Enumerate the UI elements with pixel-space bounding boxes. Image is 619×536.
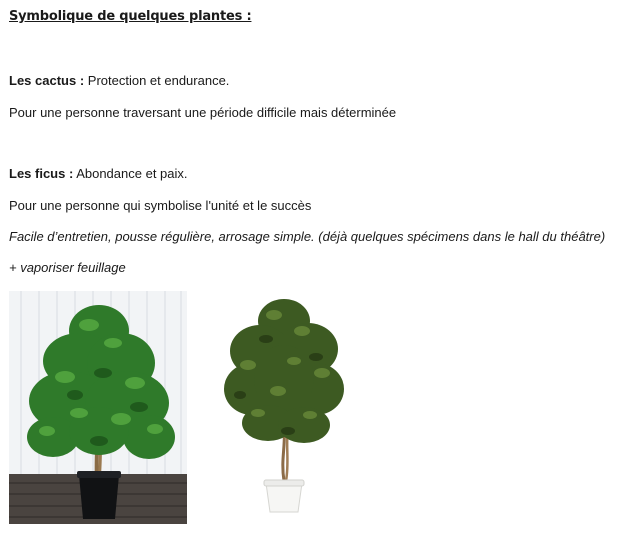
cactus-meaning: Protection et endurance.: [84, 73, 230, 88]
ficus-label: Les ficus :: [9, 166, 74, 181]
ficus-heading-line: [9, 166, 188, 181]
page-title: Symbolique de quelques plantes :: [9, 9, 252, 24]
ficus-description: Pour une personne qui symbolise l'unité et le succès: [9, 198, 312, 213]
ficus-care-note: Facile d’entretien, pousse régulière, arrosage simple. (déjà quelques spécimens dans le hall du théâtre): [9, 229, 606, 244]
ficus-photo-white-pot: [218, 291, 348, 516]
cactus-description: Pour une personne traversant une période difficile mais déterminée: [9, 105, 397, 120]
cactus-label: Les cactus :: [9, 73, 85, 88]
ficus-meaning: Abondance et paix.: [73, 166, 188, 181]
ficus-extra-note: + vaporiser feuillage: [9, 260, 126, 275]
ficus-photo-indoor: [9, 291, 187, 524]
ficus-white-pot-illustration: [218, 291, 348, 516]
ficus-indoor-illustration: [9, 291, 187, 524]
cactus-heading-line: [9, 73, 229, 88]
